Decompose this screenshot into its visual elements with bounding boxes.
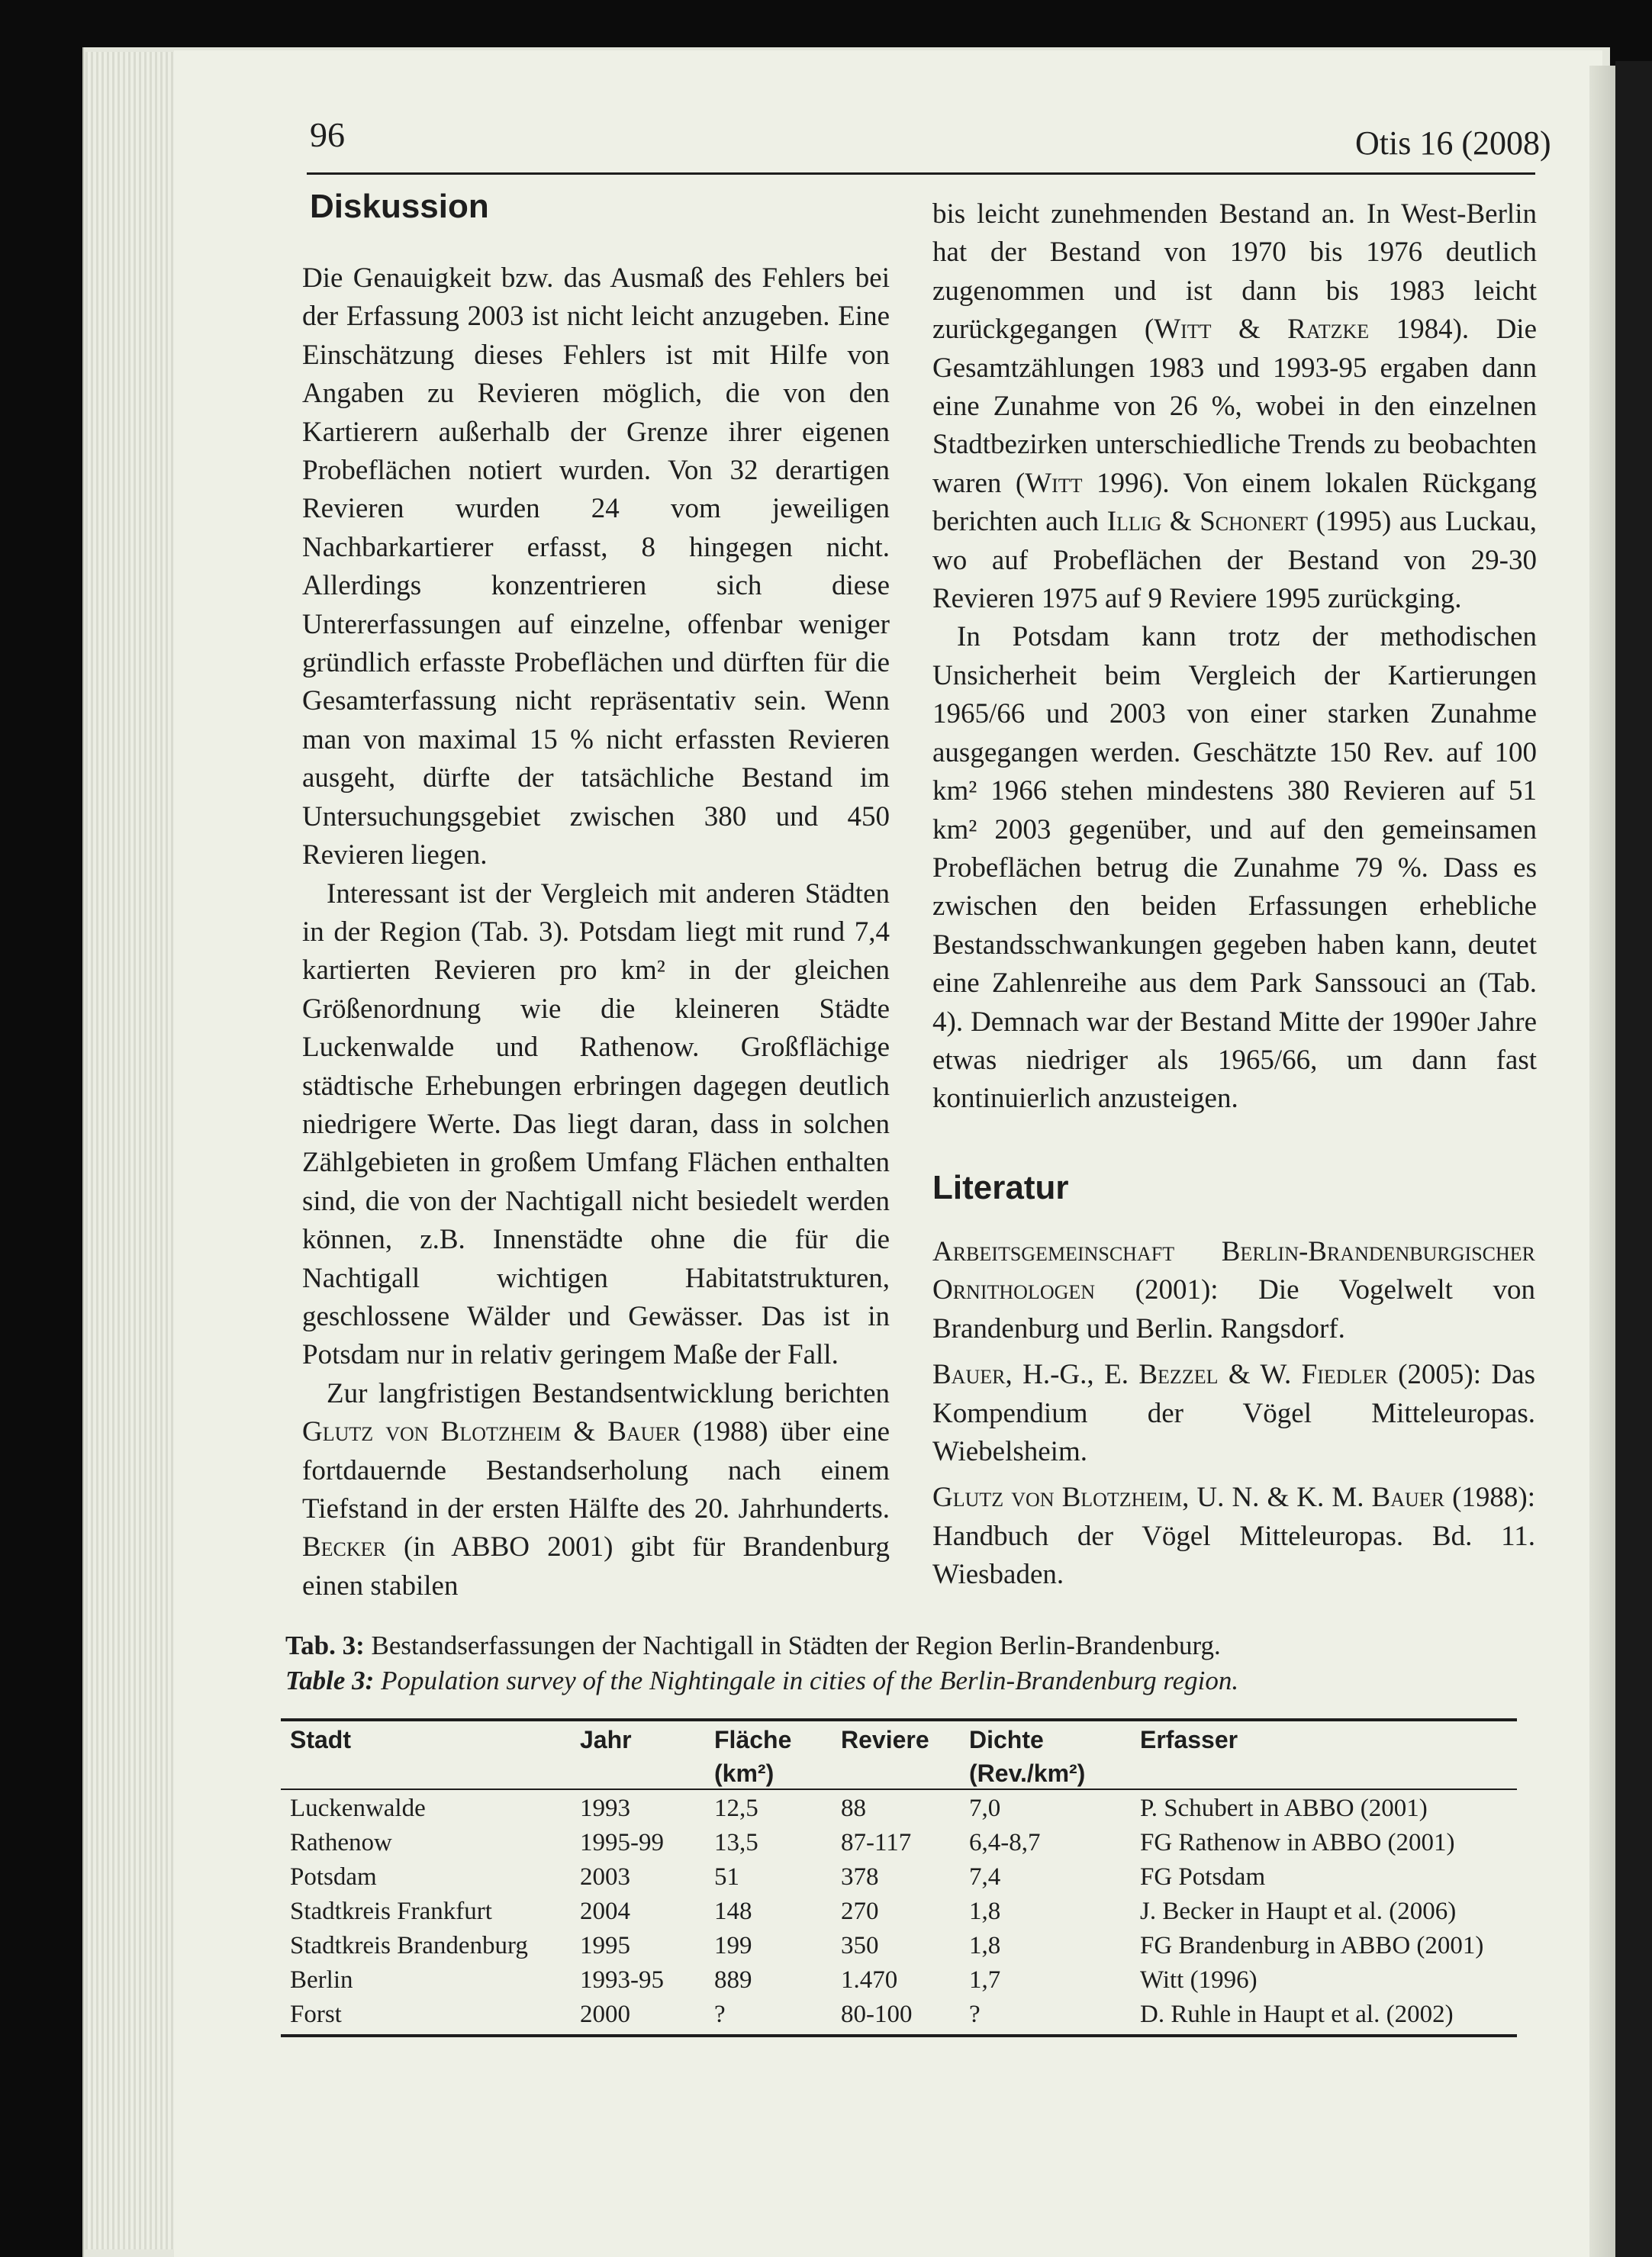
caption-text-de: Bestandserfassungen der Nachtigall in Städten der Region Berlin-Brandenburg. <box>371 1631 1221 1660</box>
section-heading-literatur: Literatur <box>932 1169 1069 1206</box>
cell-stadt: Stadtkreis Frankfurt <box>290 1898 492 1925</box>
table-row <box>281 1860 1517 1895</box>
header-rule <box>307 172 1535 175</box>
reference-authors: Bauer, H.-G., E. Bezzel & W. Fiedler <box>932 1359 1388 1391</box>
table-rule-mid <box>281 1789 1517 1790</box>
col-header-erfasser: Erfasser <box>1140 1726 1238 1753</box>
page-edges <box>85 52 176 2249</box>
cell-dichte: 7,0 <box>969 1795 1001 1822</box>
reference-details: (1988): Handbuch der Vögel Mitteleuropas. Bd. 11. Wiesbaden. <box>932 1482 1535 1591</box>
caption-text-en: Population survey of the Nightingale in cities of the Berlin-Brandenburg region. <box>381 1666 1239 1695</box>
caption-german <box>285 1628 1506 1663</box>
left-column <box>302 259 890 1605</box>
paragraph-3-mid: (1988) über eine fortdauernde Bestandserholung nach einem Tiefstand in der ersten Hälfte des 20. Jahrhunderts. <box>302 1416 890 1525</box>
cell-dichte: 7,4 <box>969 1863 1001 1891</box>
table-row <box>281 1792 1517 1826</box>
cell-erfasser: Witt (1996) <box>1140 1966 1258 1994</box>
cell-reviere: 1.470 <box>841 1966 898 1994</box>
right-column <box>932 195 1537 1119</box>
col-header-flaeche-unit: (km²) <box>714 1760 774 1787</box>
page-number: 96 <box>310 115 345 154</box>
reference-authors: Glutz von Blotzheim, U. N. & K. M. Bauer <box>932 1482 1444 1514</box>
cell-erfasser: J. Becker in Haupt et al. (2006) <box>1140 1898 1457 1925</box>
reference-details: (2005): Das Kompendium der Vögel Mitteleuropas. Wiebelsheim. <box>932 1359 1535 1468</box>
paragraph-4: In Potsdam kann trotz der methodischen Unsicherheit beim Vergleich der Kartierungen 1965/66 und 2003 von einer starken Zunahme ausgegangen werden. Geschätzte 150 Rev. auf 100 km² 1966 stehen mindestens 380 Revieren auf 51 km² 2003 gegenüber, und auf den gemeinsamen Probeflächen betrug die Zunahme 79 %. Dass es zwischen den beiden Erfassungen erhebliche Bestandsschwankungen gegeben haben kann, deutet eine Zahlenreihe aus dem Park Sanssouci an (Tab. 4). Demnach war der Bestand Mitte der 1990er Jahre etwas niedriger als 1965/66, um dann fast kontinuierlich anzusteigen. <box>932 621 1537 1115</box>
citation-witt-ratzke: Witt & Ratzke <box>1154 314 1370 346</box>
cell-reviere: 378 <box>841 1863 879 1891</box>
caption-label-en: Table 3: <box>285 1666 375 1695</box>
col-header-reviere: Reviere <box>841 1726 929 1753</box>
paragraph-3-cont-text-2: 1984). Die Gesamtzählungen 1983 und 1993-95 ergaben dann eine Zunahme von 26 %, wobei in den einzelnen Stadtbezirken unterschiedliche Trends zu beobachten waren <box>932 314 1537 499</box>
citation-illig-schonert: Illig & Schonert <box>1106 506 1309 538</box>
cell-jahr: 2000 <box>580 2001 630 2028</box>
cell-reviere: 270 <box>841 1898 879 1925</box>
cell-erfasser: FG Potsdam <box>1140 1863 1266 1891</box>
paren-open-2: ( <box>1015 467 1026 499</box>
cell-stadt: Luckenwalde <box>290 1795 426 1822</box>
cell-erfasser: D. Ruhle in Haupt et al. (2002) <box>1140 2001 1454 2028</box>
cell-jahr: 2003 <box>580 1863 630 1891</box>
cell-dichte: 1,8 <box>969 1932 1001 1959</box>
citation-glutz-bauer: Glutz von Blotzheim & Bauer <box>302 1416 681 1448</box>
cell-flaeche: 148 <box>714 1898 752 1925</box>
paragraph-3-text: Zur langfristigen Bestandsentwicklung berichten <box>327 1377 890 1409</box>
table-row <box>281 1929 1517 1963</box>
paragraph-3 <box>302 1375 890 1605</box>
paren-open: ( <box>1144 314 1154 346</box>
table-row <box>281 1963 1517 1998</box>
paragraph-1: Die Genauigkeit bzw. das Ausmaß des Fehlers bei der Erfassung 2003 ist nicht leicht anzugeben. Eine Einschätzung dieses Fehlers ist mit Hilfe von Angaben zu Revieren möglich, die von den Kartierern außerhalb der Grenze ihrer eigenen Probeflächen notiert wurden. Von 32 derartigen Revieren wurden 24 vom jeweiligen Nachbarkartierer erfasst, 8 hingegen nicht. Allerdings konzentrieren sich diese Untererfassungen auf einzelne, offenbar weniger gründlich erfasste Probeflächen und dürften für die Gesamterfassung nicht repräsentativ sein. Wenn man von maximal 15 % nicht erfassten Revieren ausgeht, dürfte der tatsächliche Bestand im Untersuchungsgebiet zwischen 380 und 450 Revieren liegen. <box>302 262 890 871</box>
table-rule-bottom <box>281 2034 1517 2037</box>
col-header-stadt: Stadt <box>290 1726 351 1753</box>
col-header-dichte-label: Dichte <box>969 1726 1044 1753</box>
cell-stadt: Berlin <box>290 1966 353 1994</box>
table-row <box>281 1998 1517 2032</box>
paragraph-3-tail: (in ABBO 2001) gibt für Brandenburg einen stabilen <box>302 1531 890 1602</box>
col-header-flaeche <box>714 1723 791 1790</box>
citation-witt: Witt <box>1025 467 1083 499</box>
col-header-dichte-unit: (Rev./km²) <box>969 1760 1086 1787</box>
cell-reviere: 80-100 <box>841 2001 913 2028</box>
cell-stadt: Stadtkreis Brandenburg <box>290 1932 528 1959</box>
table-rule-top <box>281 1718 1517 1721</box>
cell-flaeche: 13,5 <box>714 1829 758 1856</box>
citation-becker: Becker <box>302 1531 386 1563</box>
cell-dichte: 1,8 <box>969 1898 1001 1925</box>
cell-stadt: Forst <box>290 2001 342 2028</box>
cell-jahr: 1993 <box>580 1795 630 1822</box>
caption-english <box>285 1663 1506 1698</box>
cell-jahr: 1995 <box>580 1932 630 1959</box>
col-header-dichte <box>969 1723 1085 1790</box>
cell-jahr: 1995-99 <box>580 1829 664 1856</box>
reference-authors: Arbeitsgemeinschaft Berlin-Brandenburgischer Ornithologen <box>932 1236 1535 1306</box>
cell-jahr: 2004 <box>580 1898 630 1925</box>
reference-item <box>932 1233 1535 1348</box>
reference-item <box>932 1479 1535 1594</box>
cell-dichte: 1,7 <box>969 1966 1001 1994</box>
journal-title: Otis 16 (2008) <box>1355 124 1551 162</box>
paragraph-3-cont-text-4: (1995) aus Luckau, wo auf Probeflächen der Bestand von 29-30 Revieren 1975 auf 9 Reviere 1995 zurückging. <box>932 506 1538 615</box>
cell-stadt: Potsdam <box>290 1863 377 1891</box>
cell-reviere: 87-117 <box>841 1829 912 1856</box>
cell-erfasser: FG Rathenow in ABBO (2001) <box>1140 1829 1455 1856</box>
paragraph-3-cont-text: bis leicht zunehmenden Bestand an. In West-Berlin hat der Bestand von 1970 bis 1976 deutlich zugenommen und ist dann bis 1983 leicht zurückgegangen <box>932 198 1537 346</box>
col-header-jahr: Jahr <box>580 1726 632 1753</box>
cell-erfasser: P. Schubert in ABBO (2001) <box>1140 1795 1428 1822</box>
table-caption <box>285 1628 1506 1698</box>
cell-flaeche: 889 <box>714 1966 752 1994</box>
paragraph-2: Interessant ist der Vergleich mit anderen Städten in der Region (Tab. 3). Potsdam liegt mit rund 7,4 kartierten Revieren pro km² in der gleichen Größenordnung wie die kleineren Städte Luckenwalde und Rathenow. Großflächige städtische Erhebungen erbringen dagegen deutlich niedrigere Werte. Das liegt daran, dass in solchen Zählgebieten in großem Umfang Flächen enthalten sind, die von der Nachtigall nicht besiedelt werden können, z.B. Innenstädte ohne die für die Nachtigall wichtigen Habitatstrukturen, geschlossene Wälder und Gewässer. Das ist in Potsdam nur in relativ geringem Maße der Fall. <box>302 877 890 1371</box>
cell-stadt: Rathenow <box>290 1829 392 1856</box>
reference-item <box>932 1356 1535 1471</box>
section-heading-diskussion: Diskussion <box>310 188 489 225</box>
cell-jahr: 1993-95 <box>580 1966 664 1994</box>
scan-border <box>1615 61 1652 2257</box>
paragraph-3-continued <box>932 195 1537 618</box>
table-row <box>281 1895 1517 1929</box>
caption-label-de: Tab. 3: <box>285 1631 365 1660</box>
next-page-edge <box>1589 66 1615 2257</box>
cell-flaeche: 51 <box>714 1863 739 1891</box>
col-header-flaeche-label: Fläche <box>714 1726 792 1753</box>
cell-flaeche: 12,5 <box>714 1795 758 1822</box>
table-row <box>281 1826 1517 1860</box>
cell-flaeche: ? <box>714 2001 726 2028</box>
cell-erfasser: FG Brandenburg in ABBO (2001) <box>1140 1932 1484 1959</box>
cell-reviere: 88 <box>841 1795 866 1822</box>
reference-list <box>932 1233 1535 1602</box>
paragraph-3-cont-text-3: 1996). Von einem lokalen Rückgang berichten auch <box>932 467 1538 538</box>
cell-reviere: 350 <box>841 1932 879 1959</box>
cell-dichte: ? <box>969 2001 981 2028</box>
cell-flaeche: 199 <box>714 1932 752 1959</box>
reference-details: (2001): Die Vogelwelt von Brandenburg und Berlin. Rangsdorf. <box>932 1274 1535 1344</box>
cell-dichte: 6,4-8,7 <box>969 1829 1041 1856</box>
